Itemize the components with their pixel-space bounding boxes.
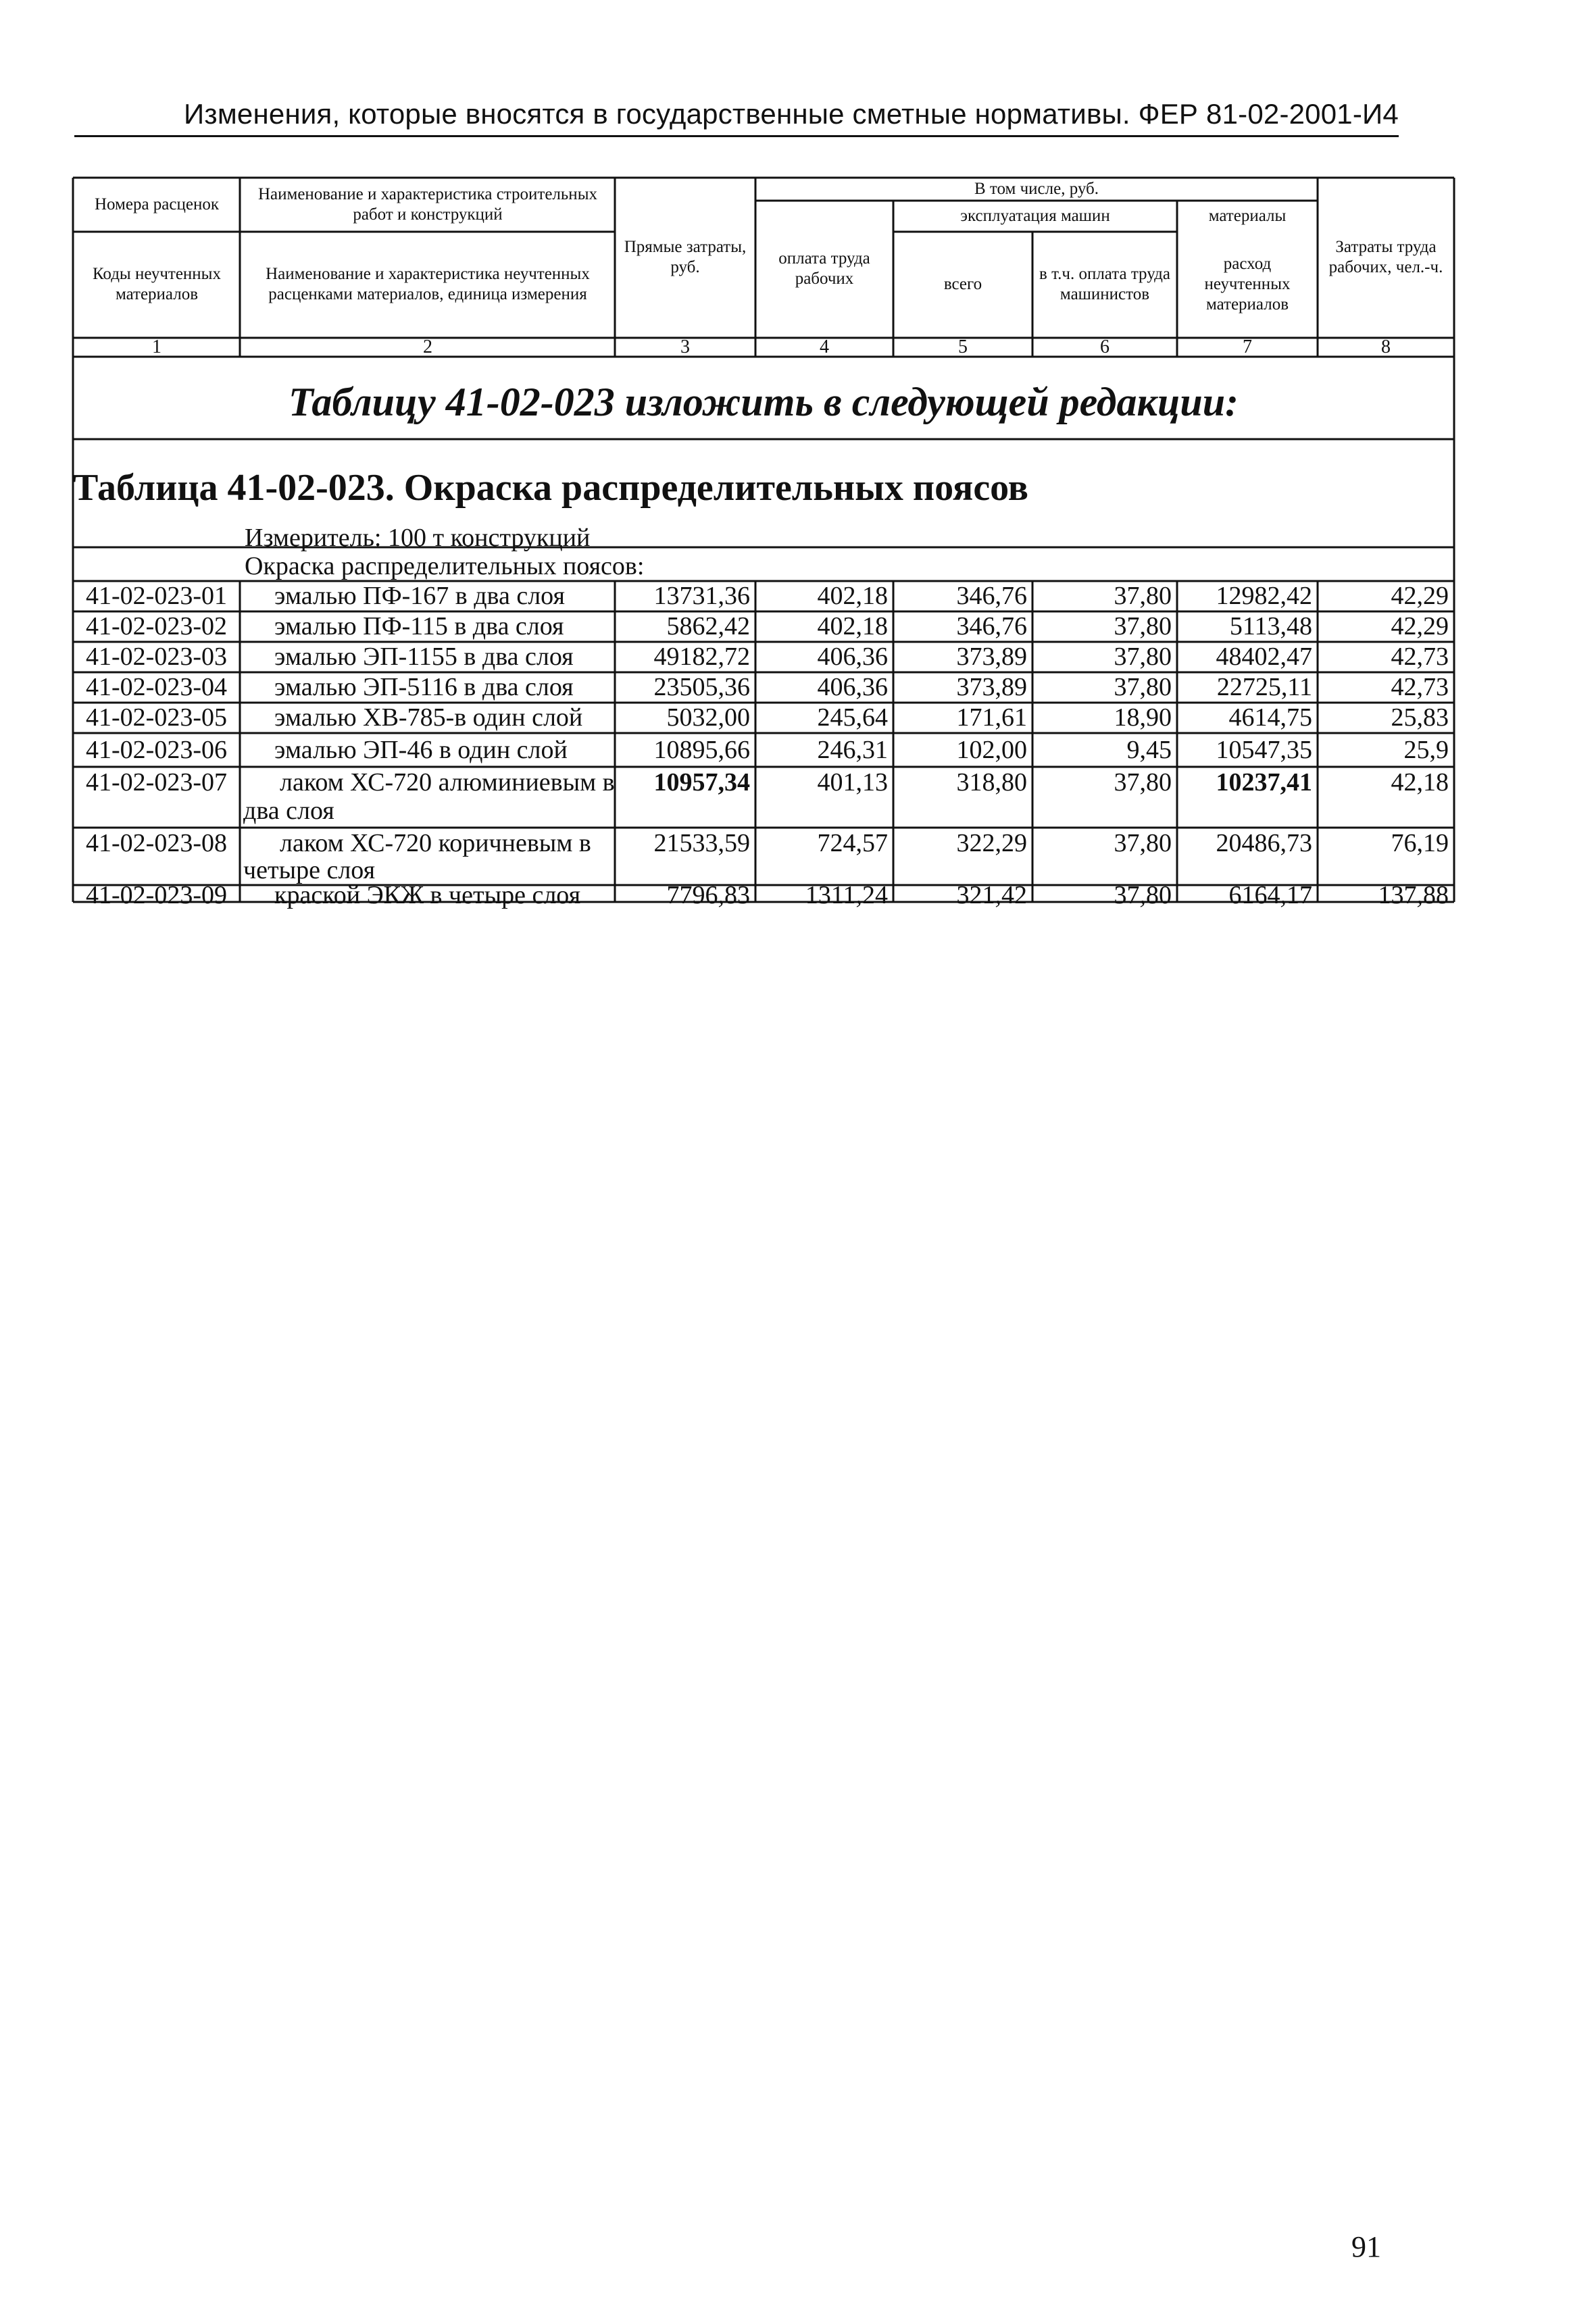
row-materials-cost: 48402,47 [1216, 643, 1312, 671]
row-code: 41-02-023-06 [86, 736, 227, 764]
row-code: 41-02-023-08 [86, 829, 227, 857]
row-name: эмалью ПФ-167 в два слоя [274, 582, 565, 610]
row-labor-cost: 401,13 [817, 768, 888, 797]
row-labor-hours: 42,18 [1391, 768, 1449, 797]
table-title: Таблица 41-02-023. Окраска распределительных поясов [73, 467, 1029, 509]
col1-bottom-header: Коды неучтенных материалов [93, 265, 221, 303]
row-labor-hours: 76,19 [1391, 829, 1449, 857]
row-code: 41-02-023-05 [86, 703, 227, 732]
row-name-line1: лаком ХС-720 коричневым в [280, 829, 591, 857]
row-labor-hours: 137,88 [1378, 881, 1449, 909]
row-machinists-cost: 37,80 [1114, 768, 1172, 797]
col-number-4: 4 [820, 336, 829, 358]
row-labor-hours: 42,73 [1391, 673, 1449, 701]
row-code: 41-02-023-02 [86, 612, 227, 640]
row-labor-hours: 25,9 [1403, 736, 1449, 764]
col-number-1: 1 [152, 336, 161, 358]
row-labor-cost: 245,64 [817, 703, 888, 732]
row-materials-cost: 6164,17 [1228, 881, 1312, 909]
row-labor-cost: 402,18 [817, 582, 888, 610]
row-labor-cost: 246,31 [817, 736, 888, 764]
row-direct-cost: 5862,42 [666, 612, 750, 640]
row-name: краской ЭКЖ в четыре слоя [274, 881, 581, 909]
row-direct-cost: 5032,00 [666, 703, 750, 732]
col-number-7: 7 [1243, 336, 1252, 358]
row-machines-cost: 171,61 [956, 703, 1027, 732]
running-header: Изменения, которые вносятся в государственные сметные нормативы. ФЕР 81-02-2001-И4 [184, 98, 1399, 130]
row-labor-cost: 724,57 [817, 829, 888, 857]
row-machines-cost: 346,76 [956, 612, 1027, 640]
row-name: эмалью ПФ-115 в два слоя [274, 612, 564, 640]
row-code: 41-02-023-04 [86, 673, 227, 701]
row-materials-cost: 20486,73 [1216, 829, 1312, 857]
row-materials-cost: 12982,42 [1216, 582, 1312, 610]
row-labor-hours: 42,73 [1391, 643, 1449, 671]
row-machinists-cost: 37,80 [1114, 612, 1172, 640]
col2-bottom-header: Наименование и характеристика неучтенных расценками материалов, единица измерения [266, 265, 590, 303]
row-direct-cost: 10957,34 [653, 768, 750, 797]
row-direct-cost: 21533,59 [653, 829, 750, 857]
row-labor-hours: 42,29 [1391, 582, 1449, 610]
row-materials-cost: 10237,41 [1216, 768, 1312, 797]
row-materials-cost: 10547,35 [1216, 736, 1312, 764]
col1-top-header: Номера расценок [94, 195, 220, 213]
row-labor-hours: 42,29 [1391, 612, 1449, 640]
row-name: эмалью ЭП-1155 в два слоя [274, 643, 574, 671]
exploitation-header: эксплуатация машин [960, 207, 1110, 225]
row-machines-cost: 102,00 [956, 736, 1027, 764]
row-name: эмалью ЭП-46 в один слой [274, 736, 568, 764]
row-machinists-cost: 37,80 [1114, 829, 1172, 857]
row-machines-cost: 321,42 [956, 881, 1027, 909]
row-machines-cost: 373,89 [956, 643, 1027, 671]
row-machinists-cost: 9,45 [1126, 736, 1172, 764]
row-direct-cost: 10895,66 [653, 736, 750, 764]
row-machinists-cost: 37,80 [1114, 881, 1172, 909]
row-name: эмалью ЭП-5116 в два слоя [274, 673, 574, 701]
row-machinists-cost: 37,80 [1114, 643, 1172, 671]
row-machinists-cost: 18,90 [1114, 703, 1172, 732]
row-name-line2: четыре слоя [243, 856, 376, 884]
materials-header: материалы [1208, 207, 1287, 225]
row-labor-cost: 1311,24 [805, 881, 888, 909]
row-materials-cost: 22725,11 [1216, 673, 1312, 701]
col4-header: оплата труда рабочих [778, 249, 870, 288]
row-name-line1: лаком ХС-720 алюминиевым в [280, 768, 615, 797]
row-labor-hours: 25,83 [1391, 703, 1449, 732]
row-labor-cost: 406,36 [817, 673, 888, 701]
group-label: Окраска распределительных поясов: [245, 552, 645, 580]
row-materials-cost: 4614,75 [1228, 703, 1312, 732]
row-machines-cost: 318,80 [956, 768, 1027, 797]
row-machinists-cost: 37,80 [1114, 582, 1172, 610]
col-number-5: 5 [958, 336, 968, 358]
col3-header: Прямые затраты, руб. [624, 238, 747, 276]
row-materials-cost: 5113,48 [1229, 612, 1312, 640]
col-number-8: 8 [1381, 336, 1391, 358]
revision-banner: Таблицу 41-02-023 изложить в следующей редакции: [288, 379, 1239, 424]
row-machines-cost: 322,29 [956, 829, 1027, 857]
col5-header: всего [943, 275, 982, 293]
col6-header: в т.ч. оплата труда машинистов [1039, 265, 1170, 303]
row-code: 41-02-023-03 [86, 643, 227, 671]
col2-top-header: Наименование и характеристика строительных работ и конструкций [257, 185, 597, 224]
row-machines-cost: 373,89 [956, 673, 1027, 701]
group-header: В том числе, руб. [974, 180, 1099, 198]
row-code: 41-02-023-09 [86, 881, 227, 909]
col-number-6: 6 [1100, 336, 1109, 358]
row-machines-cost: 346,76 [956, 582, 1027, 610]
row-labor-cost: 406,36 [817, 643, 888, 671]
row-labor-cost: 402,18 [817, 612, 888, 640]
row-direct-cost: 7796,83 [666, 881, 750, 909]
row-code: 41-02-023-07 [86, 768, 227, 797]
row-name-line2: два слоя [243, 797, 334, 825]
row-code: 41-02-023-01 [86, 582, 227, 610]
col8-header: Затраты труда рабочих, чел.-ч. [1328, 238, 1443, 276]
row-direct-cost: 23505,36 [653, 673, 750, 701]
col7-header: расход неучтенных материалов [1204, 255, 1291, 313]
row-name: эмалью ХВ-785-в один слой [274, 703, 583, 732]
page-number: 91 [1351, 2230, 1381, 2263]
table-meter: Измеритель: 100 т конструкций [245, 524, 591, 552]
col-number-2: 2 [423, 336, 432, 358]
header-rule [74, 135, 1399, 137]
row-machinists-cost: 37,80 [1114, 673, 1172, 701]
row-direct-cost: 49182,72 [653, 643, 750, 671]
row-direct-cost: 13731,36 [653, 582, 750, 610]
col-number-3: 3 [680, 336, 690, 358]
